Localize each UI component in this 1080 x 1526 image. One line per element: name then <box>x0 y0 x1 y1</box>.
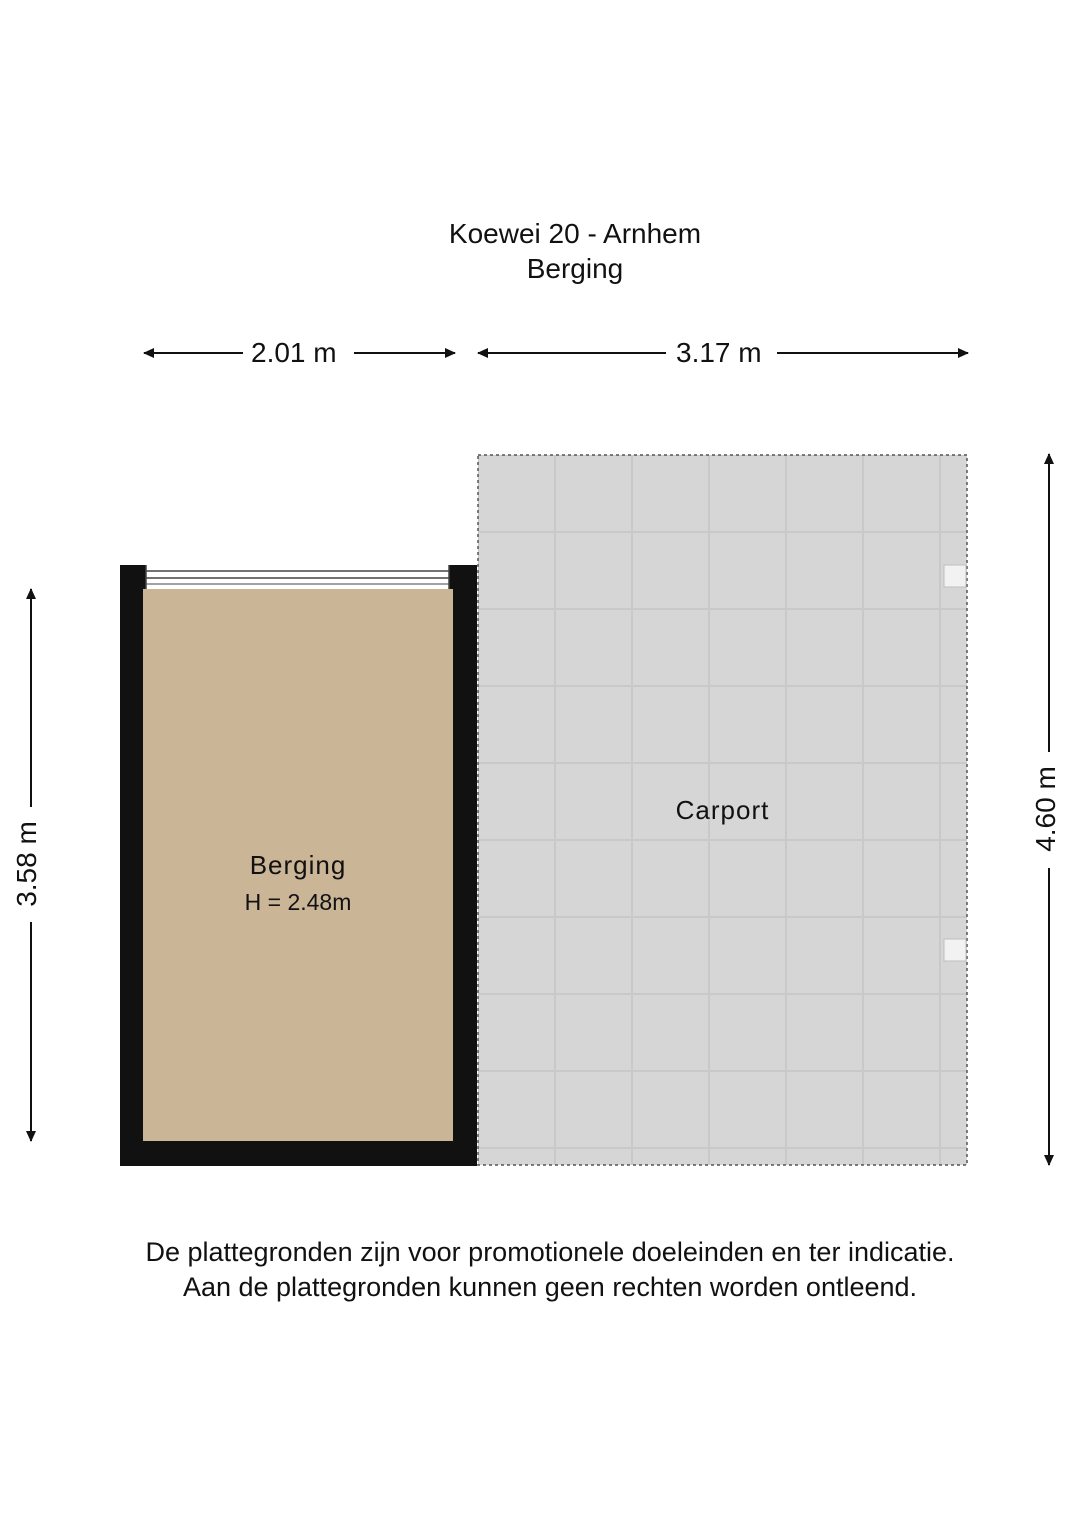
room-label-carport: Carport <box>675 795 770 825</box>
carport-post <box>944 939 966 961</box>
room-height-berging: H = 2.48m <box>244 889 352 915</box>
dimension-label-carport-depth: 4.60 m <box>1030 758 1062 860</box>
disclaimer-line-2: Aan de plattegronden kunnen geen rechten worden ontleend. <box>182 1272 918 1302</box>
berging-door-opening <box>146 565 449 589</box>
plan-floor-title: Berging <box>526 253 624 284</box>
dimension-label-berging-depth: 3.58 m <box>11 813 43 915</box>
disclaimer-line-1: De plattegronden zijn voor promotionele doeleinden en ter indicatie. <box>145 1237 955 1267</box>
dimension-label-berging-width: 2.01 m <box>243 338 345 368</box>
dimension-label-carport-width: 3.17 m <box>668 338 770 368</box>
room-label-berging: Berging <box>249 850 347 880</box>
carport-post <box>944 565 966 587</box>
plan-address-title: Koewei 20 - Arnhem <box>448 218 702 249</box>
